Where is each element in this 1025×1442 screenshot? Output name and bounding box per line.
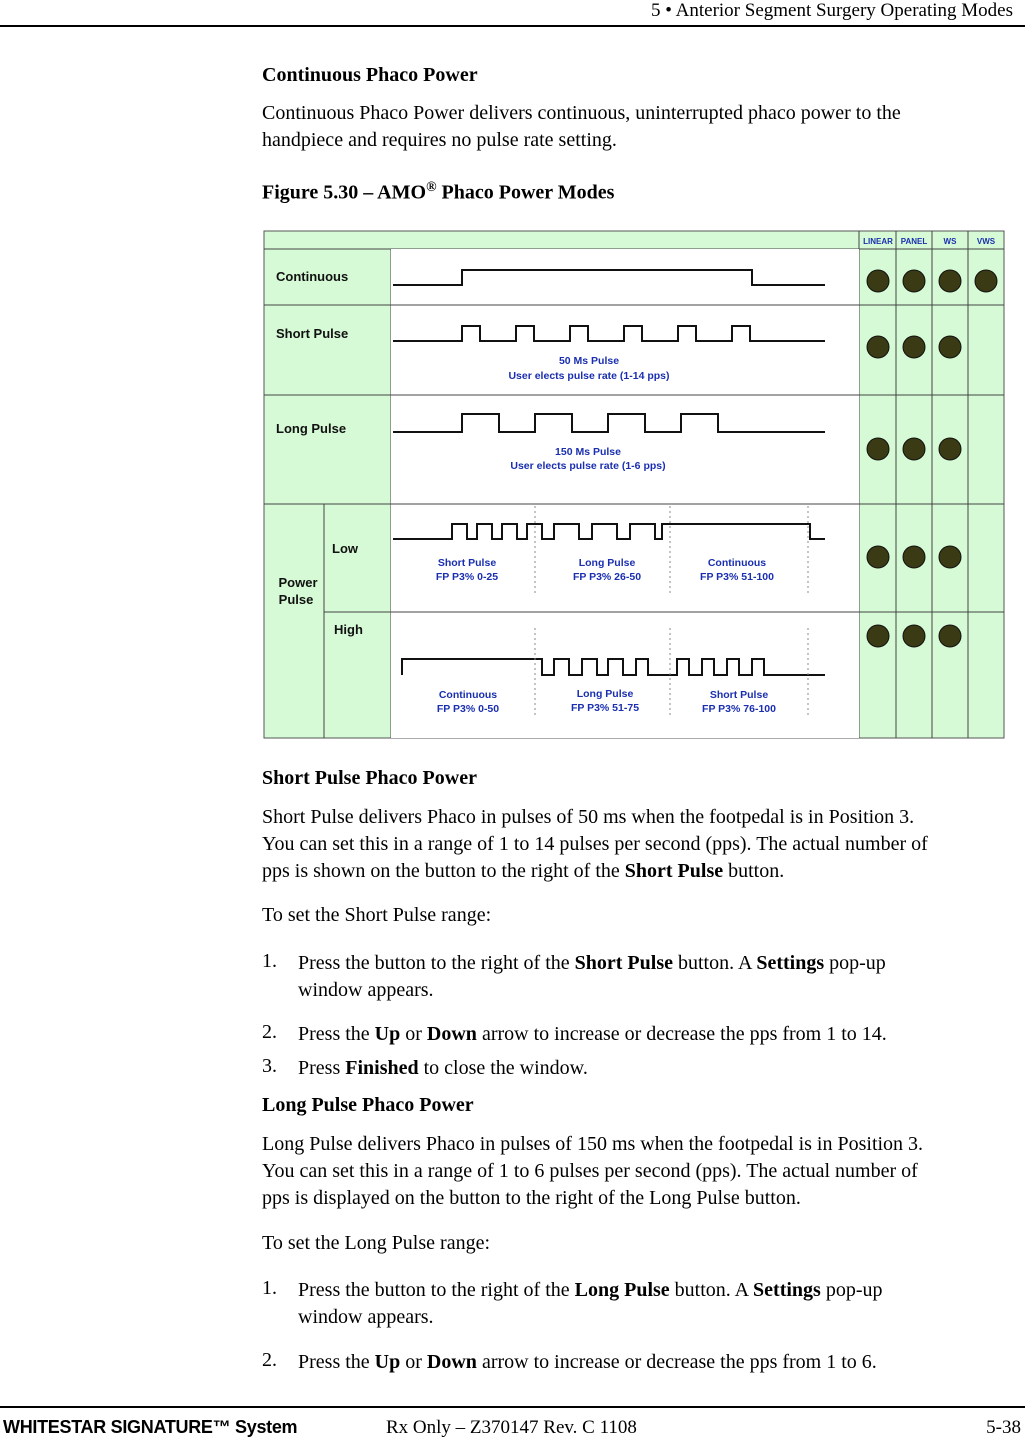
bold-run: Down [426, 1351, 477, 1373]
availability-dot [867, 546, 889, 568]
availability-dot [903, 270, 925, 292]
availability-dot [903, 625, 925, 647]
availability-dot [867, 270, 889, 292]
row-label-power-pulse: Pulse [278, 592, 314, 607]
procedure-intro: To set the Long Pulse range: [262, 1232, 490, 1254]
low-segment-name: Short Pulse [437, 557, 497, 569]
para-line: handpiece and requires no pulse rate setting. [262, 129, 617, 151]
footer-doc-id: Rx Only – Z370147 Rev. C 1108 [386, 1417, 637, 1438]
high-segment-range: FP P3% 76-100 [702, 703, 776, 715]
bold-run: Settings [753, 1279, 821, 1301]
low-segment-name: Long Pulse [578, 557, 636, 569]
column-header-linear: LINEAR [863, 237, 893, 246]
caption-text: Phaco Power Modes [436, 181, 615, 204]
high-segment-range: FP P3% 51-75 [570, 702, 640, 714]
section-heading-continuous: Continuous Phaco Power [262, 64, 478, 86]
row-label-high: High [334, 622, 363, 637]
step-number: 3. [262, 1055, 277, 1077]
paragraph-continuous [262, 100, 1024, 154]
step-line [298, 950, 1018, 977]
step-number: 1. [262, 1277, 277, 1299]
step-line: window appears. [298, 979, 434, 1001]
para-line: Continuous Phaco Power delivers continuous, uninterrupted phaco power to the [262, 102, 901, 124]
para-line: Short Pulse delivers Phaco in pulses of 50 ms when the footpedal is in Position 3. [262, 806, 915, 828]
text-run: Press the [298, 1023, 375, 1045]
text-run: button. A [672, 952, 757, 974]
procedure-intro: To set the Short Pulse range: [262, 904, 492, 926]
availability-dot [939, 546, 961, 568]
para-line: pps is displayed on the button to the right of the Long Pulse button. [262, 1187, 801, 1209]
bold-run: Up [374, 1023, 401, 1045]
low-segment-range: FP P3% 26-50 [572, 571, 642, 583]
step-text [298, 1021, 1018, 1048]
step-number: 2. [262, 1349, 277, 1371]
low-segment-name: Continuous [707, 557, 767, 569]
low-segment-range: FP P3% 51-100 [700, 571, 774, 583]
high-segment-name: Continuous [438, 689, 498, 701]
paragraph-long-pulse [262, 1131, 1024, 1212]
step-number: 1. [262, 950, 277, 972]
column-header-panel: PANEL [900, 237, 928, 246]
text-run: Press [298, 1057, 346, 1079]
text-run: pop-up [824, 952, 886, 974]
text-run: button. [723, 860, 785, 882]
bold-run: Short Pulse [624, 860, 724, 882]
availability-dot [867, 625, 889, 647]
row-label-low: Low [332, 541, 358, 556]
step-text [298, 1349, 1018, 1376]
availability-dot [903, 546, 925, 568]
low-segment-range: FP P3% 0-25 [435, 571, 499, 583]
long-pulse-note: 150 Ms Pulse [555, 446, 621, 458]
availability-dot [903, 336, 925, 358]
step-text [298, 1277, 1018, 1331]
step-line: window appears. [298, 1306, 434, 1328]
step-text [298, 1055, 1018, 1082]
figure-caption [262, 180, 614, 205]
step-line [298, 1277, 1018, 1304]
section-heading-long-pulse: Long Pulse Phaco Power [262, 1094, 474, 1116]
availability-dot [939, 270, 961, 292]
column-header-ws: WS [943, 237, 957, 246]
text-run: arrow to increase or decrease the pps from 1 to 6. [476, 1351, 877, 1373]
row-label-long-pulse: Long Pulse [276, 421, 347, 436]
running-header: 5 • Anterior Segment Surgery Operating Modes [651, 0, 1013, 21]
para-line: You can set this in a range of 1 to 6 pulses per second (pps). The actual number of [262, 1160, 918, 1182]
para-line [262, 858, 1024, 885]
text-run: pop-up [820, 1279, 883, 1301]
bold-run: Settings [756, 952, 825, 974]
para-line: Long Pulse delivers Phaco in pulses of 150 ms when the footpedal is in Position 3. [262, 1133, 924, 1155]
text-run: button. A [669, 1279, 754, 1301]
column-header-vws: VWS [976, 237, 996, 246]
step-text [298, 950, 1018, 1004]
section-heading-short-pulse: Short Pulse Phaco Power [262, 767, 477, 789]
short-pulse-note: User elects pulse rate (1-14 pps) [508, 370, 670, 382]
footer-rule [0, 1406, 1025, 1408]
row-label-short-pulse: Short Pulse [276, 326, 349, 341]
bold-run: Long Pulse [574, 1279, 670, 1301]
availability-dot [867, 438, 889, 460]
phaco-power-modes-figure [262, 228, 1006, 740]
footer-system-name: WHITESTAR SIGNATURE™ System [3, 1417, 298, 1437]
text-run: or [400, 1351, 427, 1373]
header-rule [0, 25, 1025, 27]
text-run: arrow to increase or decrease the pps from 1 to 14. [476, 1023, 887, 1045]
high-segment-name: Long Pulse [576, 688, 634, 700]
step-number: 2. [262, 1021, 277, 1043]
text-run: Press the [298, 1351, 375, 1373]
availability-dot [939, 438, 961, 460]
footer-page-number: 5-38 [986, 1417, 1021, 1438]
availability-dot [903, 438, 925, 460]
availability-dot [939, 336, 961, 358]
row-label-power-pulse: Power [278, 575, 318, 590]
caption-text: Figure 5.30 – AMO [262, 181, 427, 204]
row-label-continuous: Continuous [276, 269, 349, 284]
text-run: pps is shown on the button to the right of the [262, 860, 625, 882]
availability-dot [867, 336, 889, 358]
paragraph-short-pulse [262, 804, 1024, 885]
bold-run: Finished [345, 1057, 419, 1079]
para-line: You can set this in a range of 1 to 14 pulses per second (pps). The actual number of [262, 833, 928, 855]
text-run: Press the button to the right of the [298, 1279, 575, 1301]
text-run: Press the button to the right of the [298, 952, 575, 974]
bold-run: Up [374, 1351, 401, 1373]
diagram-area [391, 249, 859, 738]
text-run: or [400, 1023, 427, 1045]
text-run: to close the window. [418, 1057, 588, 1079]
bold-run: Down [426, 1023, 477, 1045]
high-segment-range: FP P3% 0-50 [436, 703, 500, 715]
registered-mark: ® [426, 180, 437, 195]
availability-dot [939, 625, 961, 647]
availability-dot [975, 270, 997, 292]
high-segment-name: Short Pulse [709, 689, 769, 701]
short-pulse-note: 50 Ms Pulse [558, 355, 620, 367]
long-pulse-note: User elects pulse rate (1-6 pps) [510, 460, 666, 472]
bold-run: Short Pulse [574, 952, 673, 974]
